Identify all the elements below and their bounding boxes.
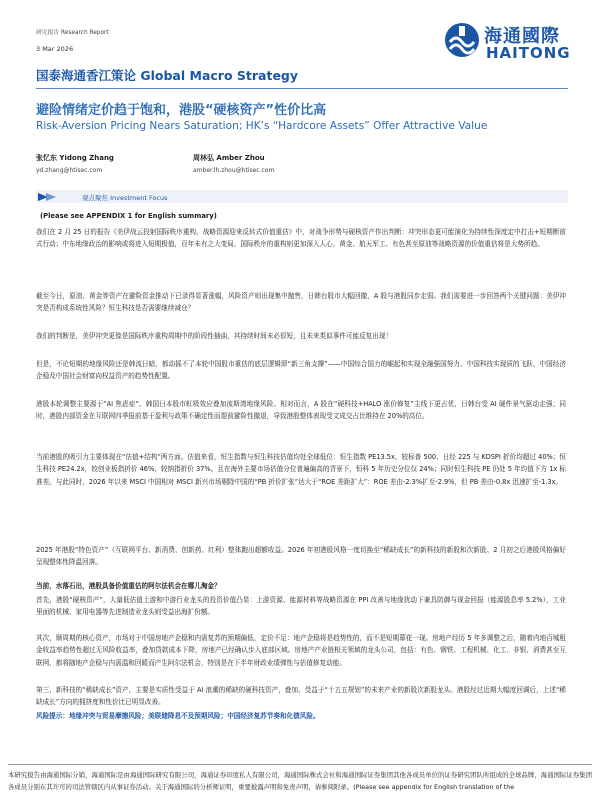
point-paragraph: 其次，顺周期的核心资产，市场对于中国房地产企稳和内需复苏的预期偏低，定价不足：地产企稳将是趋势性的，而不是短期幕花一现。房地产经历 5 年多调整之后，随着内地百城租金收益率趋势性超过无风险收益率，叠加贷款成本下降，房地产已经确认步入底部区域。房地产产业链相关领域的龙头公司，包括：有色、钢铁、工程机械、化工、非银、消费甚至互联网，都将随地产企稳与内需温和回暖而产生阿尔法机会，特别是在下半年财政业绩弹性与估值修复动能。	[36, 634, 566, 667]
point-paragraph: 第三，新科技的“稀缺成长”资产，主要是实质性受益于 AI 浪潮的稀缺的硬科技资产，叠加、受益于“十五五规划”的未来产业的新股次新股龙头。港股经过近期大幅度回调后，上述“稀缺成长”方向的拥挤度和性价比已明显改善。	[36, 686, 566, 707]
risk-warning-label: 风险提示：	[36, 712, 69, 720]
body-paragraph: 我们的判断是，美伊冲突更像是国际秩序重构周期中的阶段性插曲，其持续时间未必很短，且未来类似事件可能反复出现！	[36, 332, 393, 340]
body-paragraph: 但是，不论短期的地缘风险还是韩流日暗，都动摇不了本轮中国股市重估的底层逻辑即“新三角支撑”——中国综合国力的崛起和实现全融强国努力、中国科技实现质的飞跃、中国经济企稳及中国社会财富向权益资产的趋势性配置。	[36, 360, 566, 381]
footer-disclaimer: 本研究报告由海通国际分销，海通国际是由海通国际研究有限公司，海通证券印度私人有限公司，海通国际株式会社和海通国际证券集团其他各成员单位的证券研究团队所组成的全球品牌，海通国际证券集团各成员分别在其许可的司法管辖区内从事证券活动。关于海通国际的分析师证明，重要披露声明和免责声明，请参阅附录。(Please see appendix for English translation of the	[8, 771, 592, 791]
report-title-cn: 避险情绪定价趋于饱和，港股“硬核资产”性价比高	[36, 103, 327, 118]
author-email[interactable]: amber.lh.zhou@htisec.com	[193, 167, 275, 174]
body-paragraph: 2025 年港股“特色资产”（互联网平台、新消费、创新药、红利）整体跑出超额收益。2026 年初港股风格一度切换至“稀缺成长”的新科技的新股和次新股、2 月初之后港股风格偏好呈现整体性降温回落。	[36, 546, 566, 567]
haitong-logo	[444, 18, 574, 64]
report-type-label: 研究报告 Research Report	[36, 30, 109, 36]
header-divider	[36, 88, 568, 89]
investment-focus-label: 观点聚焦 Investment Focus	[82, 194, 168, 202]
report-title-en: Risk-Aversion Pricing Nears Saturation; HK’s “Hardcore Assets” Offer Attractive Value	[36, 120, 488, 132]
body-paragraph: 截至今日，原油、黄金等资产在避险资金推动下已录得显著涨幅，风险资产则出现集中抛售，日韩台股市大幅回撤，A 股与港股同步走弱。我们需要进一步回答两个关键问题：美伊冲突是否构成系统性风险？恒生科技是否需要继续减仓？	[36, 292, 566, 313]
logo-chinese-text: 海通國際	[484, 26, 560, 47]
footer-divider	[8, 764, 592, 765]
logo-english-text: HAITONG	[486, 44, 571, 62]
focus-arrow-icon	[38, 193, 66, 201]
appendix-note: (Please see APPENDIX 1 for English summary)	[40, 212, 217, 220]
body-paragraph: 港股本轮调整主要源于“AI 焦虑症”、韩国日本股市虹吸效应叠加流斯湾地缘风险。相对而言，A 股在“硬科技+HALO 涨价修复”主线下更占优，日韩台受 AI 硬件景气驱动走强；同时，港股内部资金在互联网四季报前基于盈利与政策不确定性而提前避险性撤退，导致港股整体表现受文成交占比维持在 20%的高位。	[36, 400, 566, 421]
report-date: 3 Mar 2026	[36, 45, 74, 53]
strategy-series-title: 国泰海通香江策论 Global Macro Strategy	[36, 68, 299, 83]
risk-warning	[36, 710, 320, 720]
point-paragraph: 首先，港股“硬核资产”，大量低估值上游和中游行业龙头的投资价值凸显：上游资源、能源材料等战略资源在 PPI 改善与地缘扰动下兼具防御与现金回报（能源股息率 5.2%），工业里面的机械、家用电器等先进制造业龙头则受益出海扩份额。	[36, 596, 566, 617]
haitong-emblem-icon	[444, 20, 480, 60]
body-paragraph: 当前港股的吸引力主要体现在“估值+结构”两方面。估值来看，恒生指数与恒生科技估值均处全球低位：恒生指数 PE13.5x，较标普 500、日经 225 与 KOSPI 折价均超过 40%；恒生科技 PE24.2x，较创业板指折价 46%、较纳指折价 37%。且在海外主要市场估值分位普遍偏高的背景下，恒科 5 年历史分位仅 24%；同时恒生科技 PE 仍处 5 年均值下方 1x 标准差。与此同时，2026 年以来 MSCI 中国相对 MSCI 新兴市场剔除中国的“PB 折价扩张”达大于“ROE 差距扩大”：ROE 差由-2.3%扩至-2.9%，但 PB 差由-0.8x 迅速扩至-1.3x。	[36, 453, 566, 486]
author-email[interactable]: yd.zhang@htisec.com	[36, 167, 103, 174]
body-paragraph: 我们在 2 月 25 日的报告《美伊战云投射国际秩序重构，战略资源迎来反转式价值重估》中，对战争形势与硬核资产作出判断：冲突形态更可能演化为持续性深度定中打击+短期断前式行动；中东地缘政治的影响或将进入短期极值，百年未有之大变局、国际秩序的重构则更加深入人心，黄金、航天军工、有色甚至原油等战略资源的价值重估将是大势所趋。	[36, 228, 566, 249]
author-name: 周林弘 Amber Zhou	[193, 154, 265, 162]
author-name: 张忆东 Yidong Zhang	[36, 154, 114, 162]
section-question: 当前，水落石出，港股具备价值重估的阿尔法机会在哪儿淘金？	[36, 582, 221, 590]
risk-warning-text: 地缘冲突与贸易摩擦风险；美联储降息不及预期风险；中国经济复苏节奏和化债风险。	[68, 712, 320, 720]
